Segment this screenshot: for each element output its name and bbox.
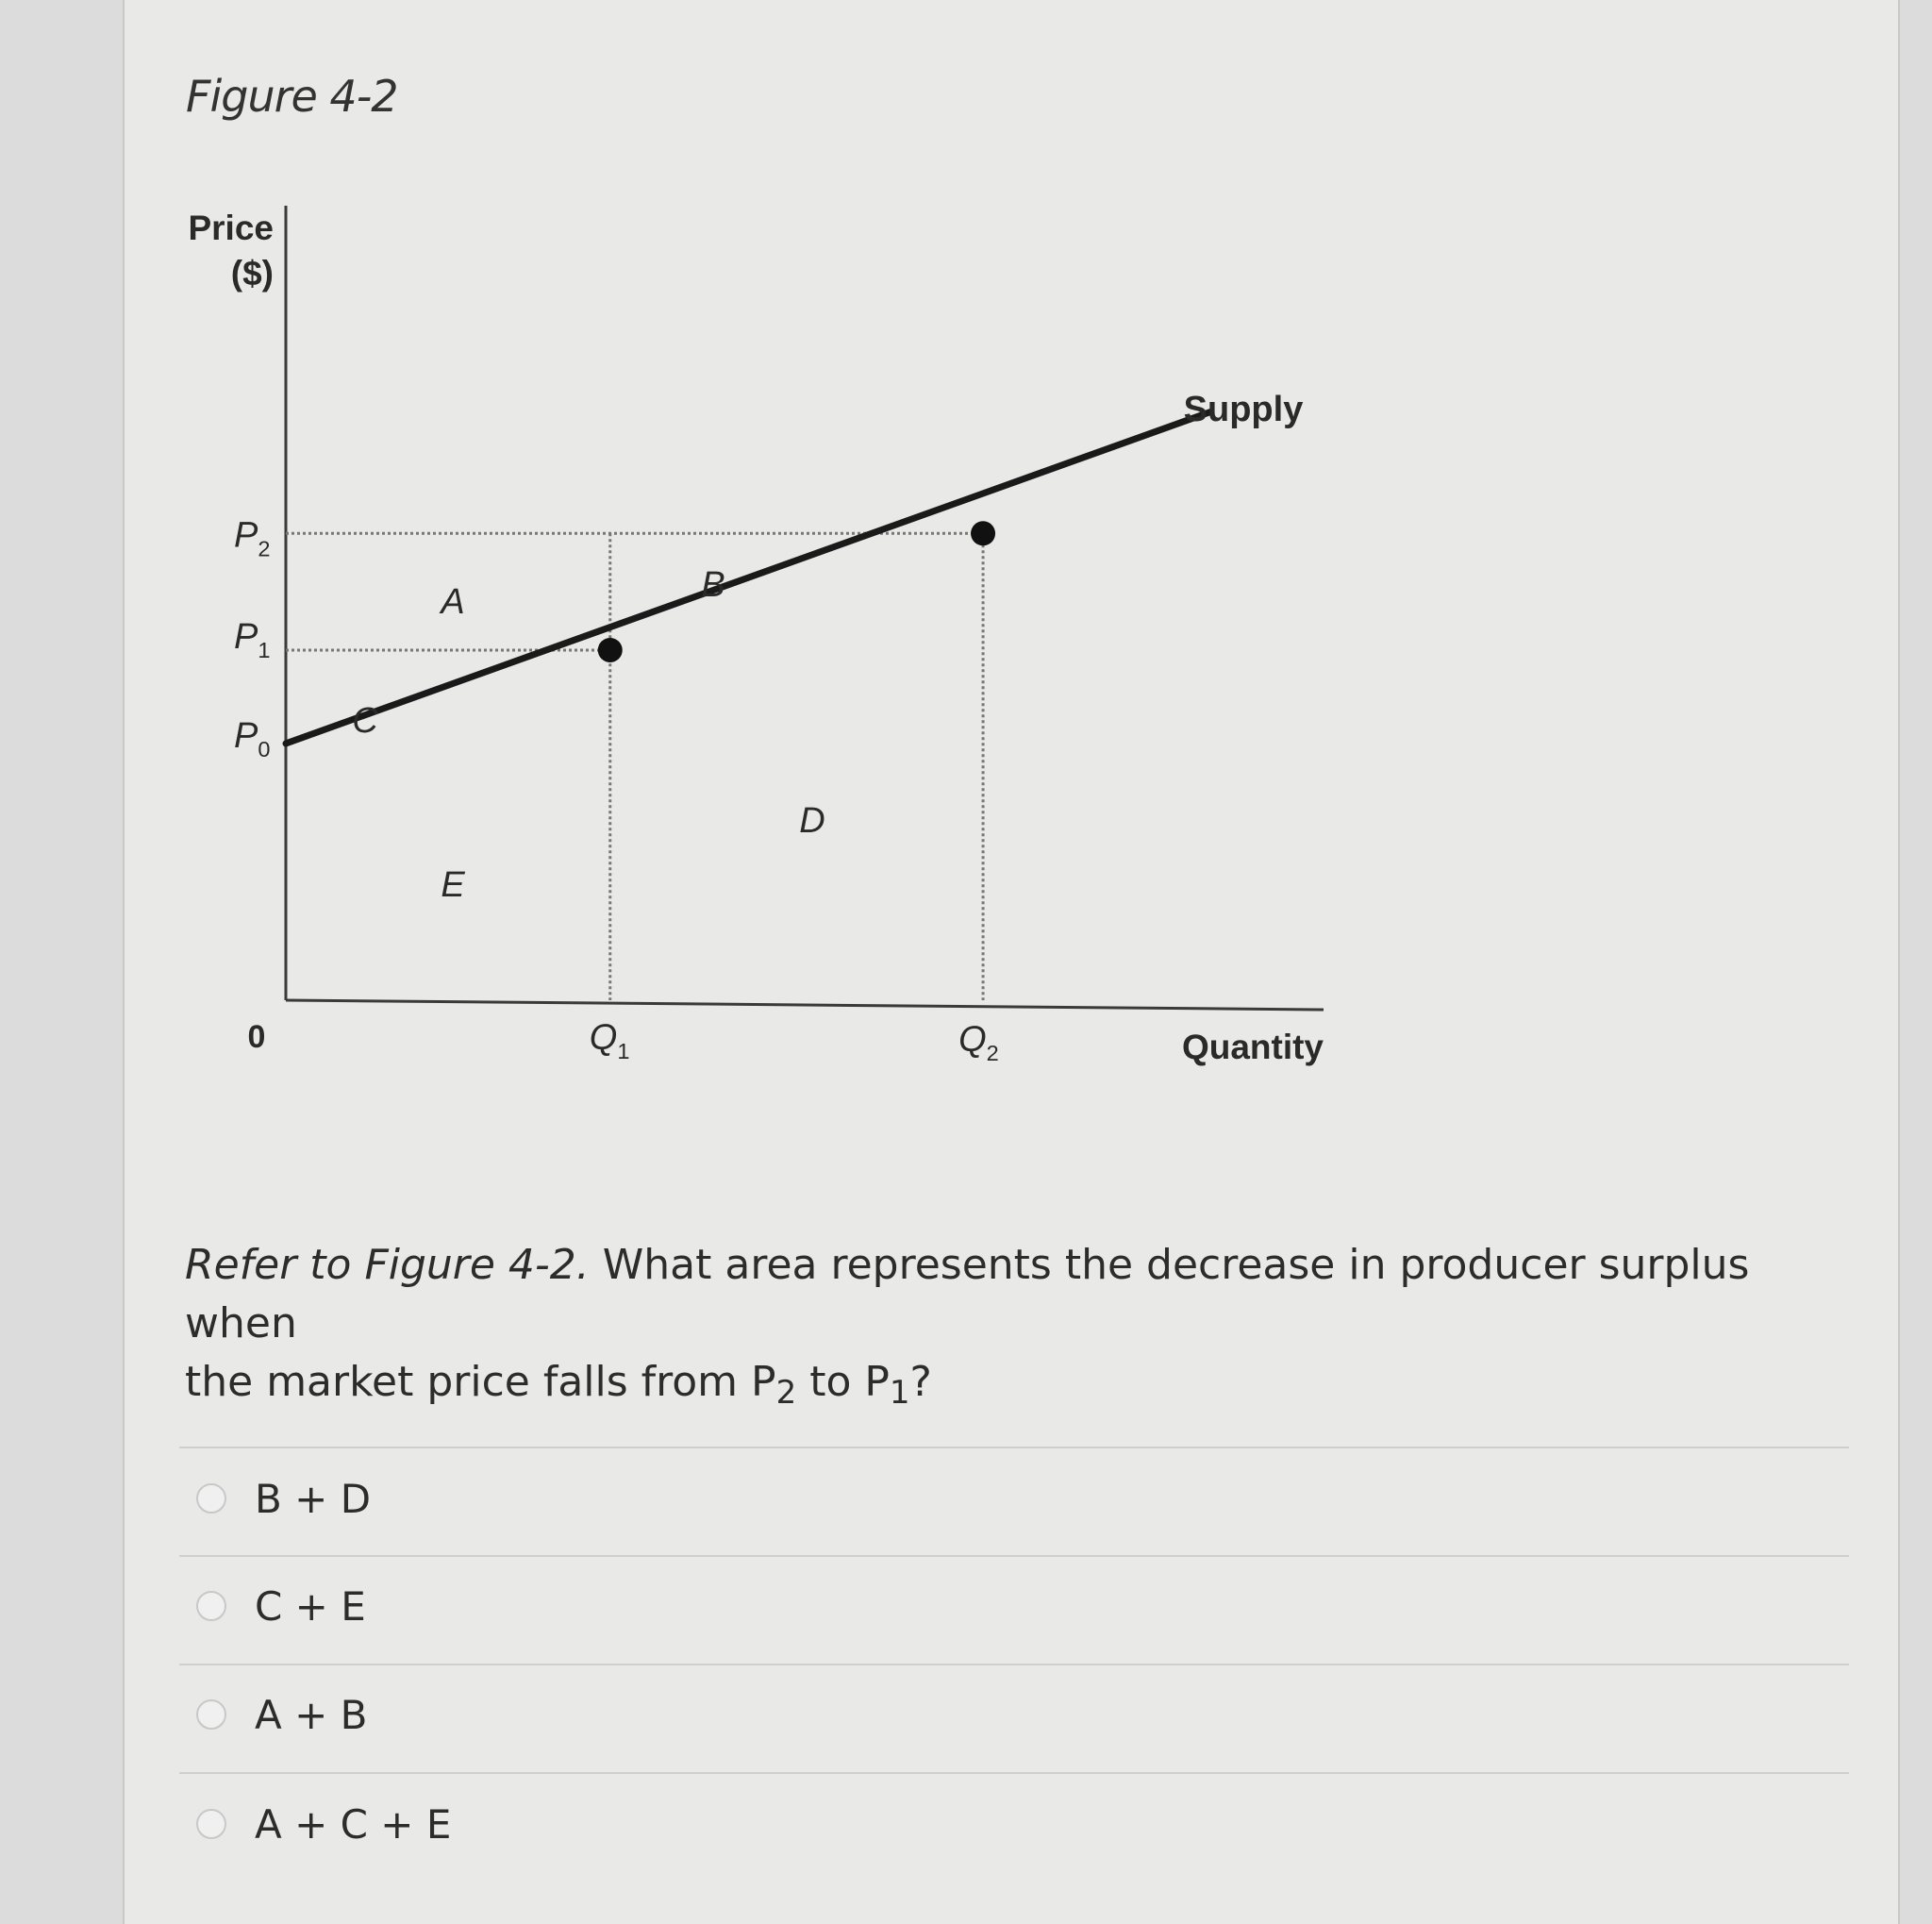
option-separator [179,1447,1849,1448]
x-tick-q2: $Q_2$ [958,1020,999,1065]
point-1 [598,638,623,662]
x-axis-label: Quantity [1181,1028,1324,1066]
p-to-sub: 1 [889,1374,910,1412]
y-tick-p0: $P_0$ [234,715,271,761]
figure-title: Figure 4-2 [186,71,398,122]
p-from [751,1358,797,1412]
option-separator [179,1664,1849,1665]
question-italic: Refer to Figure 4-2. [185,1241,590,1289]
region-label-b: B [701,565,725,605]
radio-button[interactable] [196,1483,226,1514]
option-label: B + D [255,1475,372,1522]
x-axis [286,1000,1324,1010]
option-label: A + C + E [255,1800,452,1848]
option-a-plus-b[interactable] [196,1686,367,1743]
option-c-plus-e[interactable] [196,1578,366,1634]
origin-label: 0 [247,1019,266,1055]
radio-button[interactable] [196,1699,226,1730]
p-to [864,1358,910,1412]
question-line2: the market price falls from [185,1358,752,1406]
p-to-base: P [864,1358,890,1406]
question-end: ? [909,1358,932,1406]
option-b-plus-d[interactable] [196,1470,371,1527]
question-middle: to [796,1358,865,1406]
supply-line [286,412,1210,744]
point-2 [971,521,995,545]
option-separator [179,1772,1849,1774]
x-tick-q1: $Q_1$ [589,1018,630,1063]
region-label-c: C [352,701,378,741]
y-tick-p1: $P_1$ [234,616,271,662]
y-axis-unit: ($) [230,254,274,293]
question-text [185,1236,1836,1412]
option-separator [179,1555,1849,1557]
radio-button[interactable] [196,1591,226,1621]
option-label: A + B [255,1691,368,1738]
p-from-base: P [751,1358,776,1406]
region-label-e: E [441,865,465,905]
region-label-d: D [799,801,825,841]
supply-label: Supply [1183,390,1304,429]
y-axis-label: Price [188,209,274,247]
radio-button[interactable] [196,1809,226,1839]
y-tick-p2: $P_2$ [234,515,271,561]
p-from-sub: 2 [775,1374,797,1412]
option-label: C + E [255,1582,366,1630]
question-line1: What area represents the decrease in producer surplus when [185,1241,1750,1347]
option-a-plus-c-plus-e[interactable] [196,1796,451,1852]
region-label-a: A [441,582,465,622]
